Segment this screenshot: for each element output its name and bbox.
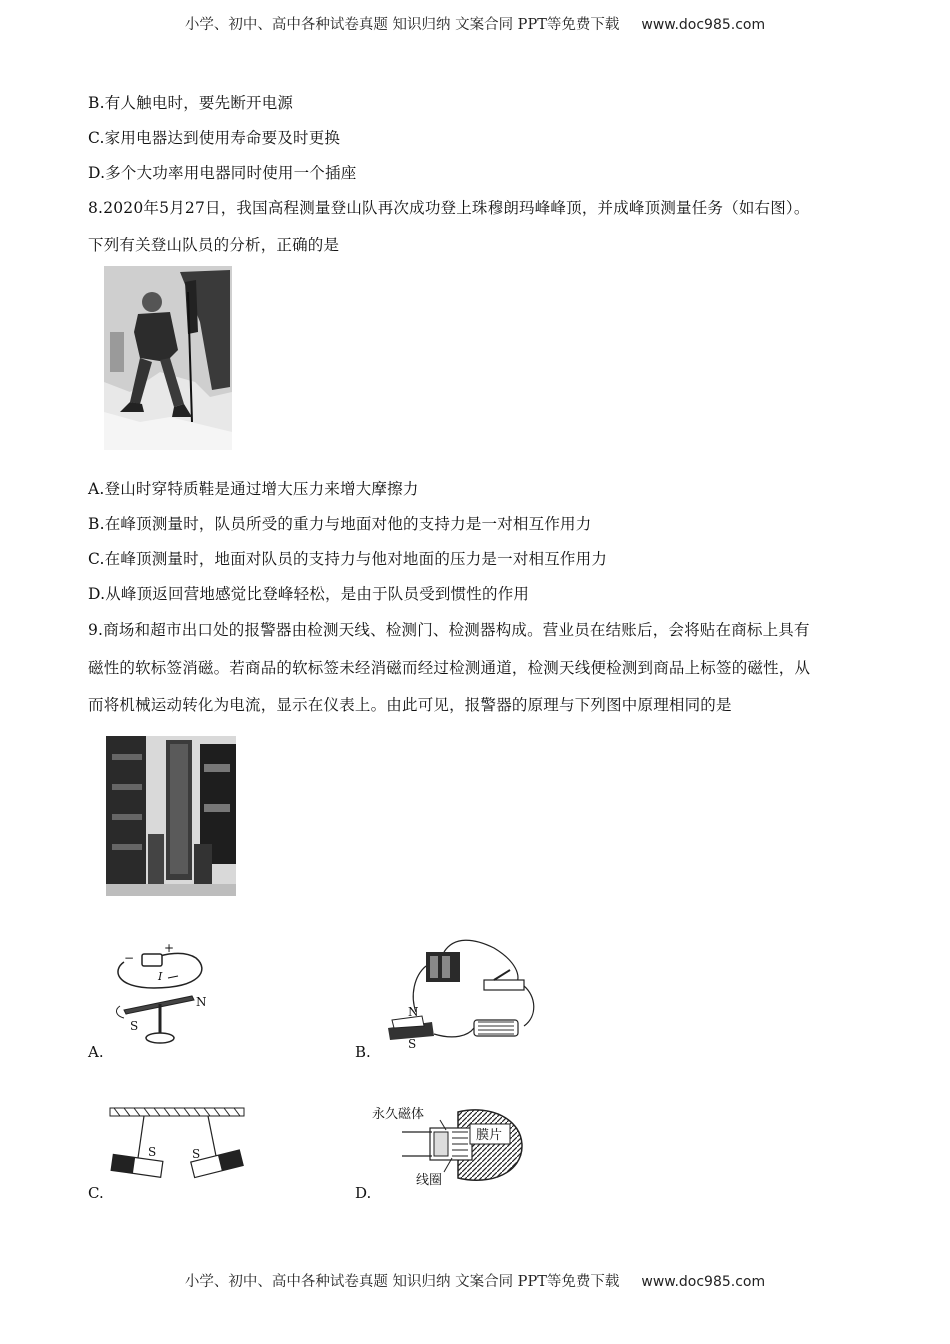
footer-site-link[interactable]: www.doc985.com — [641, 1274, 766, 1290]
q8-option-c: C.在峰顶测量时，地面对队员的支持力与他对地面的压力是一对相互作用力 — [88, 550, 608, 568]
q9-stem-line1: 9.商场和超市出口处的报警器由检测天线、检测门、检测器构成。营业员在结账后，会将贴在商标上具有 — [88, 621, 810, 639]
header-site-link[interactable]: www.doc985.com — [641, 17, 766, 33]
figure-d-speaker — [372, 1102, 528, 1188]
mountaineer-photo — [100, 262, 236, 454]
figure-a-oersted — [104, 940, 216, 1048]
q8-option-a: A.登山时穿特质鞋是通过增大压力来增大摩擦力 — [88, 480, 419, 498]
fig-d-magnet-label: 永久磁体 — [372, 1107, 425, 1122]
fig-b-north: N — [408, 1005, 419, 1019]
fig-d-coil-label: 线圈 — [416, 1173, 443, 1188]
q7-option-b: B.有人触电时，要先断开电源 — [88, 94, 294, 112]
footer-text: 小学、初中、高中各种试卷真题 知识归纳 文案合同 PPT等免费下载 — [184, 1274, 620, 1290]
q9-stem-line3: 而将机械运动转化为电流，显示在仪表上。由此可见，报警器的原理与下列图中原理相同的是 — [88, 696, 732, 714]
option-b-label: B. — [355, 1043, 371, 1061]
fig-a-south: S — [130, 1019, 139, 1033]
q7-option-d: D.多个大功率用电器同时使用一个插座 — [88, 164, 357, 182]
figure-b-motor-circuit — [374, 936, 546, 1048]
q8-stem-line1: 8.2020年5月27日，我国高程测量登山队再次成功登上珠穆朗玛峰峰顶，并成峰顶测量任务（如右图）。 — [88, 199, 810, 217]
option-a-label: A. — [88, 1043, 104, 1061]
fig-c-left-pole: S — [148, 1145, 157, 1159]
option-c-label: C. — [88, 1184, 104, 1202]
q8-option-b: B.在峰顶测量时，队员所受的重力与地面对他的支持力是一对相互作用力 — [88, 515, 592, 533]
fig-b-south: S — [408, 1037, 417, 1048]
q7-option-c: C.家用电器达到使用寿命要及时更换 — [88, 129, 341, 147]
figure-c-magnets — [108, 1104, 246, 1184]
security-gate-photo — [104, 734, 240, 900]
q8-stem-line2: 下列有关登山队员的分析，正确的是 — [88, 236, 340, 254]
fig-a-current: I — [158, 970, 163, 983]
header-text: 小学、初中、高中各种试卷真题 知识归纳 文案合同 PPT等免费下载 — [184, 17, 620, 33]
q9-stem-line2: 磁性的软标签消磁。若商品的软标签未经消磁而经过检测通道，检测天线便检测到商品上标签的磁性，从 — [88, 659, 811, 677]
fig-a-minus: − — [124, 951, 135, 965]
fig-c-right-pole: S — [192, 1147, 201, 1161]
fig-d-diaphragm-label: 膜片 — [476, 1128, 503, 1143]
page-header — [0, 13, 950, 34]
fig-a-north: N — [196, 995, 207, 1009]
q8-option-d: D.从峰顶返回营地感觉比登峰轻松，是由于队员受到惯性的作用 — [88, 585, 530, 603]
fig-a-plus: + — [164, 941, 175, 955]
page-footer — [0, 1270, 950, 1291]
option-d-label: D. — [355, 1184, 372, 1202]
